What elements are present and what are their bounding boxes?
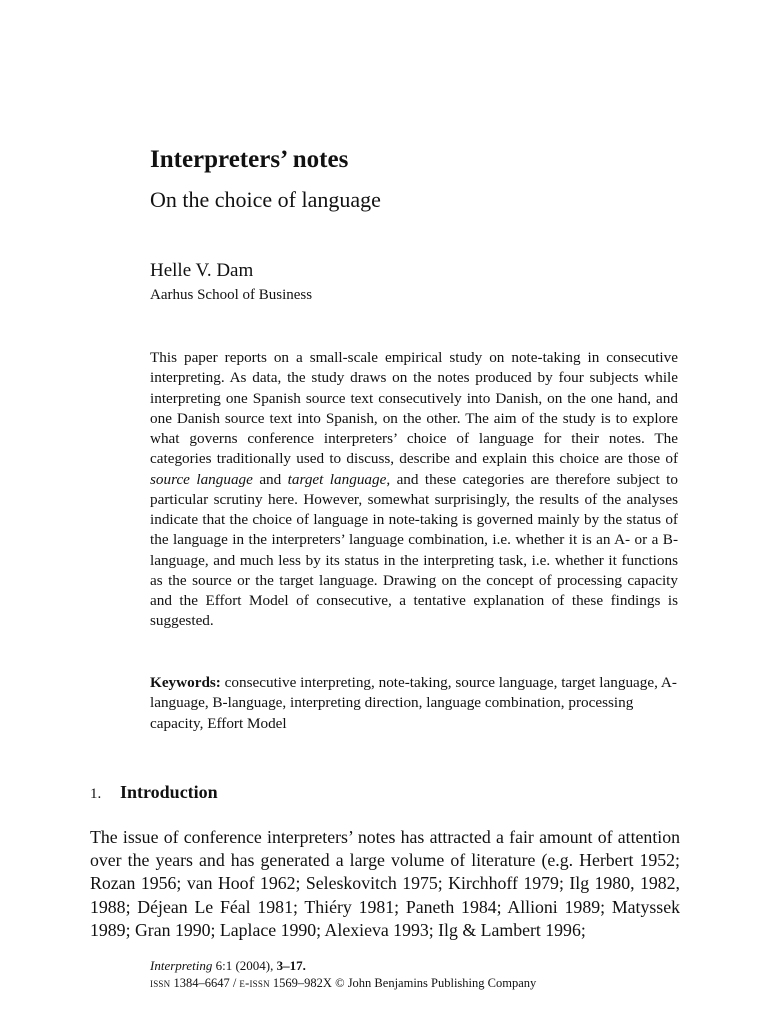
footer-issn-value: 1384–6647 /	[170, 976, 240, 990]
section-number: 1.	[90, 786, 102, 802]
footer-citation	[150, 957, 306, 975]
footer-pages: 3–17.	[276, 958, 306, 973]
footer-eissn-value: 1569–982X © John Benjamins Publishing Company	[269, 976, 537, 990]
abstract	[150, 348, 678, 632]
abstract-text-2: and	[252, 470, 288, 488]
footer-volume: 6:1 (2004),	[212, 958, 277, 973]
author-affiliation: Aarhus School of Business	[150, 287, 313, 303]
footer-journal: Interpreting	[150, 958, 213, 973]
author-name: Helle V. Dam	[150, 260, 254, 281]
keywords-label: Keywords:	[150, 674, 221, 691]
footer-eissn-label: e-issn	[239, 976, 270, 990]
section-heading	[90, 780, 218, 806]
article-subtitle: On the choice of language	[150, 187, 381, 212]
abstract-term-target-language: target language	[287, 470, 387, 488]
article-title: Interpreters’ notes	[150, 146, 349, 173]
abstract-term-source-language: source language	[150, 470, 253, 488]
abstract-text-1: This paper reports on a small-scale empirical study on note-taking in consecutive interpreting. As data, the study draws on the notes produced by four subjects while interpreting one Spanish source text consecutively into Danish, on the one hand, and one Danish source text into Spanish, on the other. The aim of the study is to explore what governs conference interpreters’ choice of language for their notes. The categories traditionally used to discuss, describe and explain this choice are those of	[150, 349, 678, 468]
keywords	[150, 673, 678, 734]
footer-issn	[150, 974, 536, 992]
footer-issn-label: issn	[150, 976, 171, 990]
section-body: The issue of conference interpreters’ notes has attracted a fair amount of attention over the years and has generated a large volume of literature (e.g. Herbert 1952; Rozan 1956; van Hoof 1962; Seleskovitch 1975; Kirchhoff 1979; Ilg 1980, 1982, 1988; Déjean Le Féal 1981; Thiéry 1981; Paneth 1984; Allioni 1989; Matyssek 1989; Gran 1990; Laplace 1990; Alexieva 1993; Ilg & Lambert 1996;	[90, 827, 680, 940]
keywords-text: consecutive interpreting, note-taking, source language, target language, A-language, B-language, interpreting direction, language combination, processing capacity, Effort Model	[150, 674, 677, 732]
section-title: Introduction	[120, 782, 218, 802]
abstract-text-3: , and these categories are therefore subject to particular scrutiny here. However, somewhat surprisingly, the results of the analyses indicate that the choice of language in note-taking is governed mainly by the status of the language in the interpreters’ language combination, i.e. whether it is an A- or a B-language, and much less by its status in the interpreting task, i.e. whether it functions as the source or the target language. Drawing on the concept of processing capacity and the Effort Model of consecutive, a tentative explanation of these findings is suggested.	[150, 470, 678, 630]
